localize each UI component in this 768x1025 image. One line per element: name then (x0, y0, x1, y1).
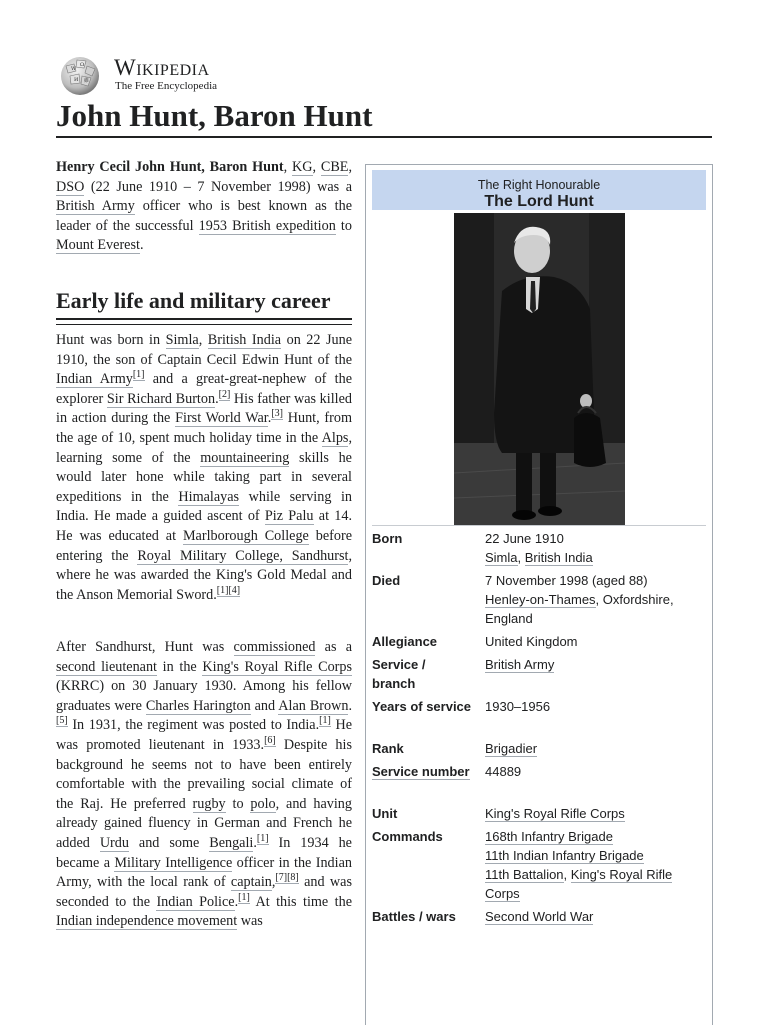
link-himalayas[interactable]: Himalayas (178, 488, 240, 505)
link-168th-infantry-brigade[interactable]: 168th Infantry Brigade (485, 829, 613, 844)
commands-label: Commands (372, 829, 443, 844)
link-krrc[interactable]: King's Royal Rifle Corps (485, 867, 673, 901)
infobox-header (372, 170, 706, 210)
link-british-india[interactable]: British India (207, 332, 282, 348)
lead-paragraph: Henry Cecil John Hunt, Baron Hunt, KG, CBE, DSO (22 June 1910 – 7 November 1998) was a British Army officer who is best known as the leader of the successful 1953 British expedition to Mount Everest. (56, 159, 353, 254)
battles-label: Battles / wars (372, 909, 456, 924)
link-commissioned[interactable]: commissioned (233, 639, 316, 655)
link-brigadier[interactable]: Brigadier (485, 741, 538, 756)
link-polo[interactable]: polo (250, 795, 276, 812)
page-title: John Hunt, Baron Hunt (56, 98, 373, 133)
rank-label: Rank (372, 741, 404, 756)
allegiance-value: United Kingdom (485, 634, 578, 649)
section-divider (56, 318, 352, 325)
link-mount-everest[interactable]: Mount Everest (56, 237, 140, 254)
link-dso[interactable]: DSO (56, 178, 85, 195)
years-label: Years of service (372, 699, 472, 714)
link-11th-indian-infantry-brigade[interactable]: 11th Indian Infantry Brigade (485, 848, 644, 863)
wikipedia-globe-logo[interactable] (56, 54, 104, 96)
citation[interactable]: [5] (56, 715, 68, 727)
link-cbe[interactable]: CBE (320, 159, 349, 175)
link-british-army[interactable]: British Army (485, 657, 555, 672)
link-11th-battalion[interactable]: 11th Battalion (485, 867, 564, 882)
title-divider (56, 136, 712, 138)
link-krrc[interactable]: King's Royal Rifle Corps (485, 806, 625, 821)
svg-text:Ω: Ω (80, 62, 85, 68)
link-urdu[interactable]: Urdu (99, 834, 129, 851)
link-1953-expedition[interactable]: 1953 British expedition (198, 217, 336, 234)
citation[interactable]: [1] (132, 369, 145, 381)
link-mountaineering[interactable]: mountaineering (200, 449, 290, 466)
link-krrc[interactable]: King's Royal Rifle Corps (202, 658, 352, 675)
site-tagline: The Free Encyclopedia (115, 80, 218, 92)
link-richard-burton[interactable]: Sir Richard Burton (106, 390, 216, 407)
years-value: 1930–1956 (485, 699, 551, 714)
wikipedia-wordmark[interactable]: Wikipedia (114, 55, 210, 80)
site-header (56, 52, 716, 98)
died-label: Died (372, 573, 401, 588)
service-number-value: 44889 (485, 764, 522, 779)
subject-name: Henry Cecil John Hunt, Baron Hunt (56, 159, 284, 175)
citation[interactable]: [1] (238, 891, 250, 903)
link-indian-army[interactable]: Indian Army (56, 371, 133, 388)
link-charles-harington[interactable]: Charles Harington (145, 697, 251, 714)
link-indian-police[interactable]: Indian Police (156, 893, 235, 910)
link-henley-on-thames[interactable]: Henley-on-Thames (485, 592, 596, 607)
honorific-prefix: The Right Honourable (477, 178, 601, 192)
link-alan-brown[interactable]: Alan Brown (278, 697, 349, 714)
link-rugby[interactable]: rugby (192, 795, 226, 812)
link-indian-independence-movement[interactable]: Indian independence movement (56, 913, 238, 930)
link-bengali[interactable]: Bengali (209, 834, 254, 851)
link-military-intelligence[interactable]: Military Intelligence (114, 854, 233, 871)
link-second-lieutenant[interactable]: second lieutenant (56, 658, 158, 675)
link-british-india[interactable]: British India (524, 550, 593, 565)
paragraph-career: After Sandhurst, Hunt was commissioned as a second lieutenant in the King's Royal Rifle Corps (KRRC) on 30 January 1930. Among his fellow graduates were Charles Harington and Alan Brown.[5] In 1931, the regiment was posted to India.[1] He was promoted lieutenant in 1933.[6] Despite his background he seems not to have been entirely comfortable with the prevailing social climate of the Raj. He preferred rugby to polo, and having already gained fluency in German and French he added Urdu and some Bengali.[1] In 1934 he became a Military Intelligence officer in the Indian Army, with the local rank of captain,[7][8] and was seconded to the Indian Police.[1] At this time the Indian independence movement was (56, 639, 352, 930)
link-captain[interactable]: captain (230, 874, 272, 891)
branch-label: Service / branch (372, 657, 426, 691)
infobox (365, 164, 713, 1025)
born-label: Born (372, 531, 403, 546)
svg-text:И: И (74, 77, 79, 83)
infobox-divider (372, 525, 706, 526)
link-simla[interactable]: Simla (165, 332, 199, 348)
unit-label: Unit (372, 806, 398, 821)
infobox-row-died (372, 571, 706, 631)
link-first-world-war[interactable]: First World War (175, 410, 268, 427)
citation[interactable]: [7][8] (275, 872, 299, 884)
link-simla[interactable]: Simla (485, 550, 518, 565)
link-british-army[interactable]: British Army (56, 198, 135, 215)
citation[interactable]: [3] (271, 408, 283, 420)
born-value: 22 June 1910 Simla, British India (485, 531, 593, 565)
svg-text:W: W (71, 66, 77, 72)
link-kg[interactable]: KG (292, 159, 313, 175)
link-sandhurst[interactable]: Royal Military College, Sandhurst (137, 547, 349, 564)
commands-value: 168th Infantry Brigade 11th Indian Infantry Brigade 11th Battalion, King's Royal Rifle Corps (485, 829, 673, 901)
svg-text:維: 維 (84, 78, 90, 84)
section-heading: Early life and military career (56, 288, 331, 313)
citation[interactable]: [2] (218, 388, 231, 400)
infobox-title: The Lord Hunt (484, 193, 594, 210)
citation[interactable]: [1] (256, 832, 269, 844)
allegiance-label: Allegiance (372, 634, 438, 649)
link-marlborough-college[interactable]: Marlborough College (182, 527, 309, 544)
infobox-row-born (372, 529, 706, 569)
link-piz-palu[interactable]: Piz Palu (264, 508, 314, 525)
citation[interactable]: [6] (264, 734, 276, 746)
service-number-label[interactable]: Service number (372, 764, 470, 779)
citation[interactable]: [1][4] (216, 584, 241, 596)
died-value: 7 November 1998 (aged 88) Henley-on-Thames, Oxfordshire, England (485, 573, 674, 626)
link-alps[interactable]: Alps (321, 429, 349, 446)
paragraph-early-life: Hunt was born in Simla, British India on 22 June 1910, the son of Captain Cecil Edwin Hunt of the Indian Army[1] and a great-great-nephew of the explorer Sir Richard Burton.[2] His father was killed in action during the First World War.[3] Hunt, from the age of 10, spent much holiday time in the Alps, learning some of the mountaineering skills he would later hone while taking part in several expeditions in the Himalayas while serving in India. He made a guided ascent of Piz Palu at 14. He was educated at Marlborough College before entering the Royal Military College, Sandhurst, where he was awarded the King's Gold Medal and the Anson Memorial Sword.[1][4] (56, 332, 353, 603)
portrait-photo[interactable] (454, 213, 625, 525)
link-second-world-war[interactable]: Second World War (485, 909, 594, 924)
citation[interactable]: [1] (319, 715, 331, 727)
